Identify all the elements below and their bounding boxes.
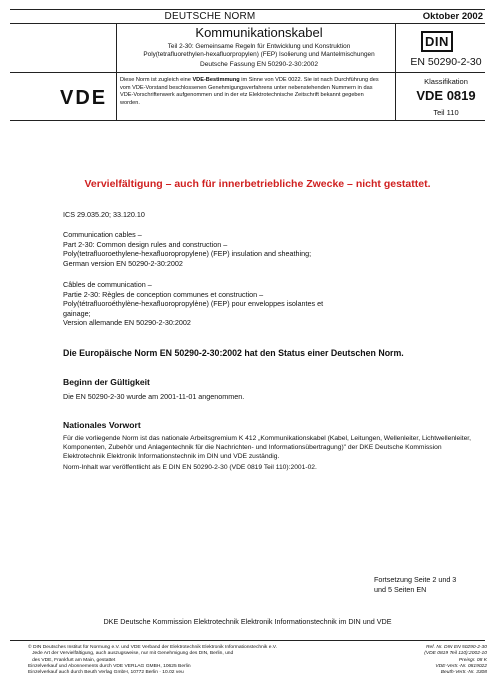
- validity-text: Die EN 50290-2-30 wurde am 2001-11-01 angenommen.: [63, 392, 245, 401]
- footer-line: Jede Art der Vervielfältigung, auch auszugsweise, nur mit Genehmigung des DIN, Berlin, und: [28, 651, 234, 657]
- classification-part: Teil 110: [433, 108, 459, 117]
- publication-date: Oktober 2002: [422, 11, 483, 22]
- footer-copyright: [28, 645, 328, 676]
- english-line: Part 2-30: Common design rules and construction –: [63, 239, 228, 249]
- french-line: Version allemande EN 50290-2-30:2002: [63, 318, 191, 328]
- continuation-line: und 5 Seiten EN: [374, 584, 427, 594]
- english-line: German version EN 50290-2-30:2002: [63, 258, 183, 268]
- foreword-text: Für die vorliegende Norm ist das nationale Arbeitsgremium K 412 „Kommunikationskabel (Kabel, Leitungen, Wellenleiter, Lichtwellenleiter, Komponenten, Zubehör und Anlagentechnik für die Nachrichten- und Informationsübertragung)" der DKE Deutsche Kommission Elektrotechnik Elektronik Informationstechnik im DIN und VDE zuständig.: [63, 435, 472, 460]
- french-line: Câbles de communication –: [63, 280, 152, 289]
- subtitle-line-2: Poly(tetrafluorethylen-hexafluorpropylen) (FEP) Isolierung und Mantelmischungen: [143, 51, 375, 58]
- footer-line: © DIN Deutsches Institut für Normung e.V. und VDE Verband der Elektrotechnik Elektronik Informationstechnik e.V.: [28, 645, 277, 650]
- footer-line: Einzelverkauf auch durch Beuth Verlag GmbH, 10772 Berlin · 10.02 veu: [28, 670, 184, 676]
- ics-codes: ICS 29.035.20; 33.120.10: [63, 210, 145, 219]
- vde-notice: [120, 77, 382, 108]
- foreword-heading: Nationales Vorwort: [63, 420, 141, 430]
- footer-line: des VDE, Frankfurt am Main, gestattet: [28, 657, 116, 663]
- document-type: DEUTSCHE NORM: [164, 11, 256, 22]
- footer-ref-line: VDE-Vertr.-Nr. 0819022: [435, 663, 487, 669]
- divider-right: [395, 23, 396, 120]
- english-title-block: [63, 230, 473, 268]
- english-line: Poly(tetrafluoroethylene-hexafluoropropylene) (FEP) insulation and sheathing;: [63, 249, 312, 259]
- english-line: Communication cables –: [63, 230, 142, 239]
- din-number: EN 50290-2-30: [410, 56, 482, 68]
- footer-reference: [365, 645, 487, 676]
- classification-number: VDE 0819: [416, 88, 476, 103]
- vde-notice-rest: im Sinne von VDE 0022. Sie ist nach Durchführung des vom VDE-Vorstand beschlossenen Genehmigungsverfahrens unter nebenstehenden Nummern in das VDE-Vorschriftenwerk aufgenommen und in der etz Elektrotechnische Zeitschrift bekannt gegeben worden.: [120, 77, 379, 107]
- french-line: gainage;: [63, 308, 91, 318]
- vde-logo: VDE: [60, 87, 108, 109]
- document-title: Kommunikationskabel: [195, 25, 323, 40]
- rule-top: [10, 9, 485, 10]
- french-line: Poly(tétrafluoroéthylène-hexafluoropropylène) (FEP) pour enveloppes isolantes et: [63, 299, 324, 309]
- classification-label: Klassifikation: [424, 77, 468, 86]
- french-line: Partie 2-30: Règles de conception communes et construction –: [63, 289, 264, 299]
- continuation-line: Fortsetzung Seite 2 und 3: [374, 575, 457, 584]
- din-logo: DIN: [421, 31, 453, 52]
- divider-left: [116, 23, 117, 120]
- french-title-block: [63, 280, 473, 328]
- reproduction-notice: Vervielfältigung – auch für innerbetriebliche Zwecke – nicht gestattet.: [84, 178, 431, 190]
- norm-content-note: Norm-Inhalt war veröffentlicht als E DIN EN 50290-2-30 (VDE 0819 Teil 110):2001-02.: [63, 464, 317, 471]
- vde-notice-prefix: Diese Norm ist zugleich eine: [120, 77, 193, 83]
- rule-below-vde: [10, 120, 485, 121]
- rule-above-footer: [10, 640, 485, 641]
- footer-ref-line: (VDE 0819 Teil 110):2002-10: [424, 651, 487, 657]
- continuation-note: [374, 575, 456, 594]
- footer-ref-line: Ref. Nr. DIN EN 50290-2-30: [426, 645, 487, 650]
- version-line: Deutsche Fassung EN 50290-2-30:2002: [199, 61, 319, 68]
- rule-below-header: [10, 23, 485, 24]
- footer-line: Einzelverkauf und Abonnements durch VDE VERLAG GMBH, 10625 Berlin: [28, 663, 191, 669]
- footer-ref-line: Beuth-Vertr.-Nr. 3308: [440, 670, 487, 676]
- dke-line: DKE Deutsche Kommission Elektrotechnik Elektronik Informationstechnik im DIN und VDE: [103, 617, 392, 626]
- subtitle-line-1: Teil 2-30: Gemeinsame Regeln für Entwicklung und Konstruktion: [167, 43, 351, 50]
- validity-heading: Beginn der Gültigkeit: [63, 377, 150, 387]
- footer-ref-line: Preisgr. 08 K: [458, 657, 487, 663]
- vde-notice-bold: VDE-Bestimmung: [192, 77, 240, 83]
- rule-below-title: [10, 72, 485, 73]
- status-statement: Die Europäische Norm EN 50290-2-30:2002 hat den Status einer Deutschen Norm.: [63, 348, 404, 358]
